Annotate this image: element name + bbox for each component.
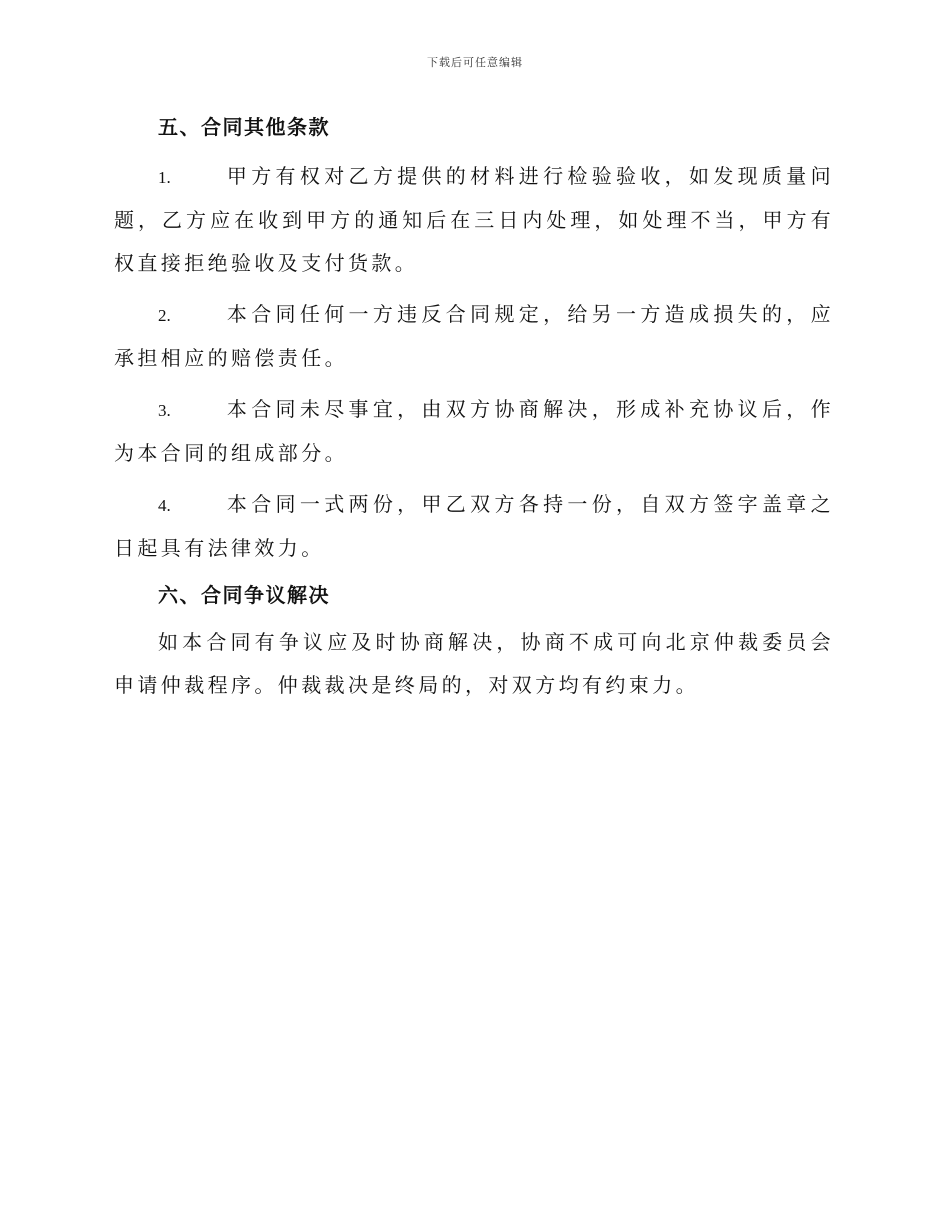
clause-number: 3. (158, 401, 171, 420)
section-six-heading: 六、合同争议解决 (158, 583, 330, 607)
clause-text: 本合同未尽事宜，由双方协商解决，形成补充协议后，作为本合同的组成部分。 (114, 397, 834, 465)
clause-text: 本合同一式两份，甲乙双方各持一份，自双方签字盖章之日起具有法律效力。 (114, 492, 834, 560)
clause-item-3 (114, 388, 834, 475)
document-body (114, 110, 834, 707)
clause-item-2 (114, 293, 834, 380)
clause-number: 4. (158, 496, 171, 515)
dispute-resolution-paragraph: 如本合同有争议应及时协商解决，协商不成可向北京仲裁委员会申请仲裁程序。仲裁裁决是终局的，对双方均有约束力。 (114, 630, 834, 697)
clause-text: 甲方有权对乙方提供的材料进行检验验收，如发现质量问题，乙方应在收到甲方的通知后在三日内处理，如处理不当，甲方有权直接拒绝验收及支付货款。 (114, 164, 834, 275)
clause-item-4 (114, 483, 834, 570)
clause-text: 本合同任何一方违反合同规定，给另一方造成损失的，应承担相应的赔偿责任。 (114, 302, 834, 370)
clause-number: 1. (158, 168, 171, 187)
page-header-note: 下载后可任意编辑 (427, 56, 523, 69)
section-five-heading: 五、合同其他条款 (158, 115, 330, 139)
clause-item-1 (114, 155, 834, 285)
clause-number: 2. (158, 306, 171, 325)
